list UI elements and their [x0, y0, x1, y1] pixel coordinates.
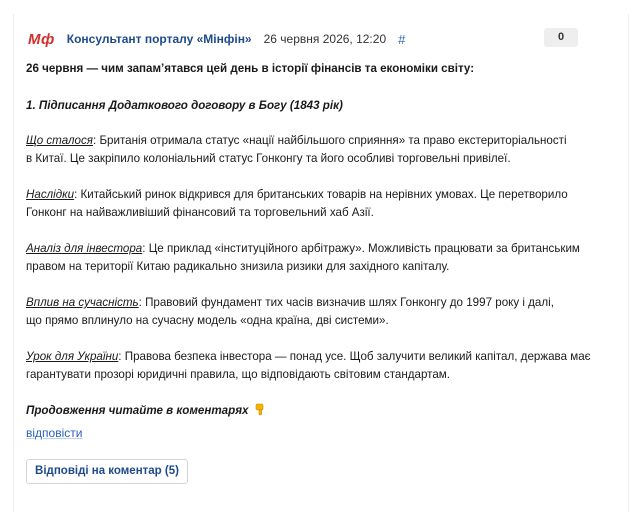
continue-text: Продовження читайте в коментарях [26, 404, 249, 417]
permalink-hash-link[interactable]: # [398, 31, 406, 47]
post-intro: 26 червня — чим запам’ятався цей день в історії фінансів та економіки світу: [26, 62, 475, 75]
author-name-link[interactable]: Консультант порталу «Мінфін» [66, 32, 252, 46]
post-subtitle: 1. Підписання Додаткового договору в Богу (1843 рік) [26, 99, 343, 112]
view-replies-button[interactable]: Відповіді на коментар (5) [26, 459, 188, 484]
section-text: : Правова безпека інвестора — понад усе. Щоб залучити великий капітал, держава має [118, 350, 591, 363]
section-text: : Це приклад «інституційного арбітражу». Можливість працювати за британським [142, 242, 580, 255]
section-modern-impact [26, 294, 606, 330]
section-label: Урок для України [26, 350, 119, 363]
section-text: Гонконг на найважливіший фінансовий та торговельний хаб Азії. [26, 206, 374, 219]
pointing-down-hand-icon [254, 403, 266, 416]
section-text: що прямо вплинуло на сучасну модель «одна країна, дві системи». [26, 314, 389, 327]
section-text: гарантувати прозорі юридичні правила, що відповідають світовим стандартам. [26, 368, 450, 381]
section-text: в Китаї. Це закріпило колоніальний статус Гонконгу та його особливі торговельні привілеї. [26, 152, 511, 165]
section-label: Вплив на сучасність [26, 296, 139, 309]
reply-link[interactable]: відповісти [26, 426, 83, 440]
minfin-logo: Мф [28, 30, 55, 48]
section-what-happened [26, 132, 606, 168]
section-label: Що сталося [26, 134, 93, 147]
comment-datetime: 26 червня 2026, 12:20 [263, 32, 387, 46]
section-label: Наслідки [26, 188, 75, 201]
section-lesson-ukraine [26, 348, 606, 384]
section-label: Аналіз для інвестора [26, 242, 143, 255]
vote-counter[interactable]: 0 [544, 28, 578, 47]
comment-header [28, 30, 405, 48]
section-text: : Китайський ринок відкрився для британських товарів на нерівних умовах. Це перетворило [74, 188, 568, 201]
section-text: : Правовий фундамент тих часів визначив шлях Гонконгу до 1997 року і далі, [138, 296, 554, 309]
continue-in-comments [26, 402, 606, 420]
section-text: : Британія отримала статус «нації найбільшого сприяння» та право екстериторіальності [93, 134, 567, 147]
section-investor-analysis [26, 240, 606, 276]
section-consequences [26, 186, 606, 222]
section-text: правом на території Китаю радикально знизила ризики для західного капіталу. [26, 260, 450, 273]
